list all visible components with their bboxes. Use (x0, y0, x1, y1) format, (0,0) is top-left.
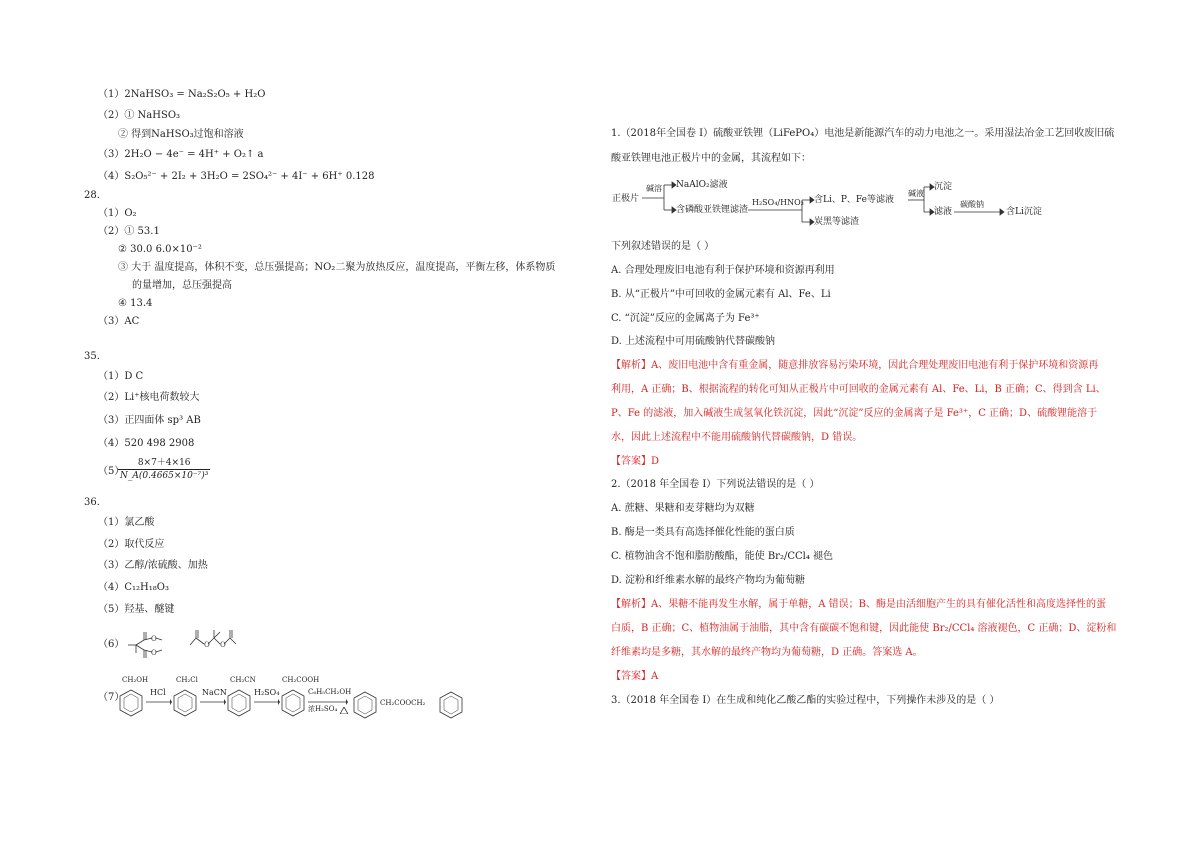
svg-text:O: O (220, 641, 226, 649)
reagent-2: NaCN (202, 688, 227, 697)
q36-line-7: （7） (98, 692, 125, 703)
flow-product-4: 炭黑等滤渣 (814, 217, 860, 227)
substance-3: CH₂CN (230, 676, 256, 684)
q36-line-3: （3）乙醇/浓硫酸、加热 (98, 560, 208, 571)
q3-stem: 3.（2018 年全国卷 I）在生成和纯化乙酸乙酯的实验过程中，下列操作未涉及的是（ ） (611, 695, 1000, 706)
q1-analysis-2: 利用，A 正确；B、根据流程的转化可知从正极片中可回收的金属元素有 Al、Fe、Li，B 正确；C、得到含 Li、 (611, 384, 1106, 395)
q35-line-2: （2）Li⁺核电荷数较大 (98, 392, 200, 403)
fraction-numerator: 8×7＋4×16 (137, 458, 191, 468)
flow-reagent-1: 碱溶 (646, 184, 662, 193)
flow-product-6: 滤液 (934, 207, 953, 217)
flow-product-7: 含Li沉淀 (1006, 207, 1042, 217)
q27-line-4: （3）2H₂O − 4e⁻ = 4H⁺ + O₂↑ a (98, 149, 264, 160)
q28-line-4: ③ 大于 温度提高，体积不变，总压强提高；NO₂二聚为放热反应，温度提高，平衡左移，体系物质 (118, 262, 556, 273)
q1-option-a: A. 合理处理废旧电池有利于保护环境和资源再利用 (611, 265, 835, 276)
q27-line-1: （1）2NaHSO₃ = Na₂S₂O₅ + H₂O (98, 89, 266, 100)
q1-analysis-1: 【解析】A、废旧电池中含有重金属，随意排放容易污染环境，因此合理处理废旧电池有利于保护环境和资源再 (611, 360, 1099, 371)
benzene-ring-2 (172, 688, 198, 718)
q36-line-2: （2）取代反应 (98, 539, 165, 550)
q2-option-b: B. 酶是一类具有高选择催化性能的蛋白质 (611, 527, 795, 538)
svg-text:O: O (151, 649, 157, 657)
flow-reagent-3: 碱液 (908, 189, 924, 198)
q2-stem: 2.（2018 年全国卷 I）下列说法错误的是（ ） (611, 479, 820, 490)
q2-option-d: D. 淀粉和纤维素水解的最终产物均为葡萄糖 (611, 575, 806, 586)
reagent-4a: C₆H₅CH₂OH (308, 688, 352, 696)
q1-stem-1: 1.（2018年全国卷 I）硫酸亚铁锂（LiFePO₄）电池是新能源汽车的动力电池之一。采用湿法冶金工艺回收废旧硫 (611, 128, 1115, 139)
substance-1: CH₂OH (122, 676, 149, 684)
q2-analysis-2: 白质，B 正确；C、植物油属于油脂，其中含有碳碳不饱和键，因此能使 Br₂/CCl₄ 溶液褪色，C 正确；D、淀粉和 (611, 623, 1117, 634)
q1-analysis-3: P、Fe 的滤液，加入碱液生成氢氧化铁沉淀，因此“沉淀”反应的金属离子是 Fe³⁺，C 正确；D、硫酸锂能溶于 (611, 408, 1098, 419)
q28-line-3: ② 30.0 6.0×10⁻² (118, 244, 202, 255)
flow-product-5: 沉淀 (934, 182, 953, 192)
benzene-ring-4 (280, 688, 306, 718)
q35-line-5-prefix: （5） (98, 466, 125, 477)
q1-ask: 下列叙述错误的是（ ） (611, 241, 715, 252)
q2-analysis-3: 纤维素均是多糖，其水解的最终产物均为葡萄糖，D 正确。答案选 A。 (611, 647, 923, 658)
benzene-ring-1 (118, 688, 144, 718)
recycling-flow-chart (612, 172, 1072, 232)
q2-option-c: C. 植物油含不饱和脂肪酸酯，能使 Br₂/CCl₄ 褪色 (611, 551, 834, 562)
q27-line-2: （2）① NaHSO₃ (98, 110, 181, 121)
svg-text:O: O (204, 641, 210, 649)
q35-line-3: （3）正四面体 sp³ AB (98, 415, 201, 426)
q2-option-a: A. 蔗糖、果糖和麦芽糖均为双糖 (611, 503, 755, 514)
q28-line-7: （3）AC (98, 316, 140, 327)
ester-structures-drawing (118, 620, 268, 670)
reagent-1: HCl (150, 688, 166, 697)
q36-line-6: （6） (98, 639, 125, 650)
fraction-denominator: N_A(0.4665×10⁻⁷)³ (120, 471, 209, 481)
reagent-3: H₂SO₄ (254, 688, 280, 697)
q28-line-5: 的量增加，总压强提高 (132, 280, 232, 291)
q28-number: 28． (84, 190, 107, 201)
q1-option-b: B. 从“正极片”中可回收的金属元素有 Al、Fe、Li (611, 289, 831, 300)
flow-reagent-2: H₂SO₄/HNO₃ (752, 198, 804, 207)
benzene-ring-5 (352, 690, 378, 720)
q36-line-5: （5）羟基、醚键 (98, 604, 175, 615)
substance-4: CH₂COOH (282, 676, 320, 684)
q1-analysis-4: 水，因此上述流程中不能用硫酸钠代替碳酸钠，D 错误。 (611, 432, 863, 443)
q28-line-1: （1）O₂ (98, 208, 137, 219)
q28-line-6: ④ 13.4 (118, 298, 153, 309)
benzene-ring-3 (226, 688, 252, 718)
q35-line-1: （1）D C (98, 371, 144, 382)
substance-2: CH₂Cl (176, 676, 198, 684)
q1-option-c: C. “沉淀”反应的金属离子为 Fe³⁺ (611, 313, 760, 324)
q1-answer: 【答案】D (611, 456, 660, 467)
q28-line-2: （2）① 53.1 (98, 226, 160, 237)
svg-text:O: O (151, 635, 157, 643)
flow-product-2: 含磷酸亚铁锂滤渣 (676, 205, 749, 215)
flow-product-3: 含Li、P、Fe等滤液 (814, 195, 894, 205)
q35-fraction (118, 457, 210, 482)
q35-line-4: （4）520 498 2908 (98, 438, 195, 449)
flow-start: 正极片 (612, 194, 640, 204)
q1-stem-2: 酸亚铁锂电池正极片中的金属，其流程如下： (611, 153, 811, 164)
q27-line-3: ② 得到NaHSO₃过饱和溶液 (118, 129, 244, 140)
q27-line-5: （4）S₂O₅²⁻ + 2I₂ + 3H₂O = 2SO₄²⁻ + 4I⁻ + 6H⁺ 0.128 (98, 171, 375, 182)
q1-option-d: D. 上述流程中可用硫酸钠代替碳酸钠 (611, 336, 776, 347)
synthesis-scheme (112, 672, 472, 722)
flow-product-1: NaAlO₂滤液 (676, 180, 728, 190)
benzene-ring-6 (438, 690, 464, 720)
q36-line-4: （4）C₁₂H₁₈O₃ (98, 582, 169, 593)
q2-analysis-1: 【解析】A、果糖不能再发生水解，属于单糖，A 错误；B、酶是由活细胞产生的具有催化活性和高度选择性的蛋 (611, 599, 1106, 610)
heat-triangle-icon (340, 707, 348, 714)
q2-answer: 【答案】A (611, 671, 659, 682)
q36-line-1: （1）氯乙酸 (98, 517, 155, 528)
flow-reagent-4: 碳酸钠 (960, 200, 984, 209)
arrow-icon (254, 699, 280, 705)
q35-number: 35． (84, 351, 107, 362)
q36-number: 36． (84, 497, 107, 508)
arrow-icon (146, 699, 172, 705)
arrow-icon (200, 699, 226, 705)
reagent-4b: 浓H₂SO₄ (308, 705, 338, 713)
substance-5: CH₂COOCH₂ (380, 699, 426, 707)
